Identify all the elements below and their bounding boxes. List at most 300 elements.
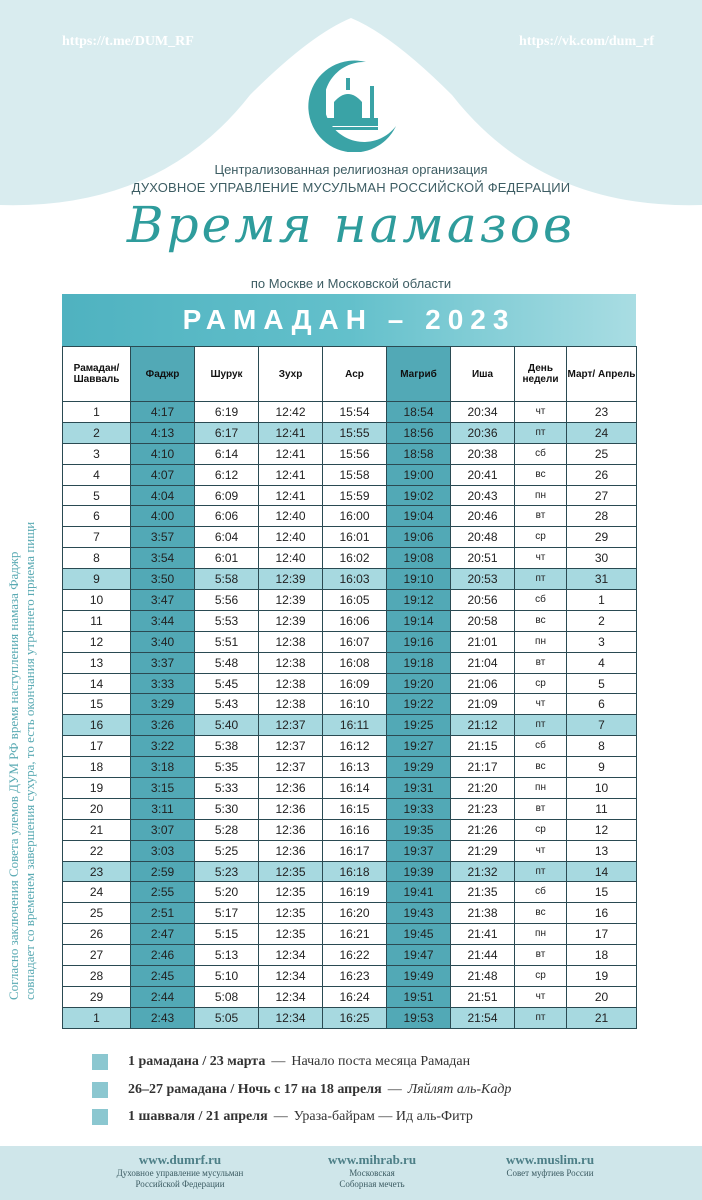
table-cell: 17 [63, 736, 131, 757]
table-cell: 5:48 [195, 652, 259, 673]
footer-mihrab [282, 1152, 462, 1190]
table-cell: 23 [567, 402, 637, 423]
table-cell: 14 [63, 673, 131, 694]
table-cell: 5:20 [195, 882, 259, 903]
table-cell: 15:58 [323, 464, 387, 485]
table-cell: 12:34 [259, 945, 323, 966]
table-cell: 19:25 [387, 715, 451, 736]
column-header: Аср [323, 347, 387, 402]
table-cell: 12:40 [259, 527, 323, 548]
table-row [63, 945, 637, 966]
table-cell: 20:48 [451, 527, 515, 548]
table-cell: 4 [567, 652, 637, 673]
table-cell: 4:04 [131, 485, 195, 506]
table-cell: 5:30 [195, 798, 259, 819]
legend-dash: — [273, 1109, 288, 1124]
prayer-times-table [62, 346, 637, 1029]
table-row [63, 548, 637, 569]
legend-swatch [92, 1082, 108, 1098]
table-cell: 12:38 [259, 631, 323, 652]
table-cell: 19:00 [387, 464, 451, 485]
table-cell: 20:53 [451, 569, 515, 590]
footer-url[interactable]: www.muslim.ru [505, 1152, 595, 1167]
table-cell: 22 [63, 840, 131, 861]
table-cell: 16:13 [323, 757, 387, 778]
table-cell: 16:15 [323, 798, 387, 819]
telegram-link[interactable]: https://t.me/DUM_RF [62, 34, 194, 49]
table-cell: 15 [567, 882, 637, 903]
table-cell: 20:41 [451, 464, 515, 485]
table-cell: 5:38 [195, 736, 259, 757]
table-cell: 12:37 [259, 736, 323, 757]
table-cell: 5:17 [195, 903, 259, 924]
table-cell: 5:08 [195, 986, 259, 1007]
table-cell: 2:47 [131, 924, 195, 945]
table-cell: 12:42 [259, 402, 323, 423]
table-cell: 16:25 [323, 1007, 387, 1028]
footer-caption: Российской Федерации [135, 1179, 225, 1189]
table-row [63, 798, 637, 819]
table-row [63, 861, 637, 882]
table-cell: 5:10 [195, 966, 259, 987]
table-cell: 5 [63, 485, 131, 506]
table-cell: 19:45 [387, 924, 451, 945]
table-cell: 12:38 [259, 652, 323, 673]
table-cell: 12:36 [259, 819, 323, 840]
table-row [63, 757, 637, 778]
table-row [63, 464, 637, 485]
table-cell: 19:16 [387, 631, 451, 652]
table-cell: 21 [567, 1007, 637, 1028]
table-row [63, 903, 637, 924]
table-cell: сб [515, 882, 567, 903]
table-cell: 12:36 [259, 840, 323, 861]
table-cell: чт [515, 402, 567, 423]
table-cell: 19:18 [387, 652, 451, 673]
table-cell: 19:22 [387, 694, 451, 715]
table-cell: пн [515, 924, 567, 945]
table-cell: ср [515, 966, 567, 987]
table-row [63, 443, 637, 464]
table-cell: 19:35 [387, 819, 451, 840]
table-cell: 19:33 [387, 798, 451, 819]
table-cell: 13 [63, 652, 131, 673]
table-cell: 5:43 [195, 694, 259, 715]
table-cell: 16:07 [323, 631, 387, 652]
table-row [63, 590, 637, 611]
table-cell: 24 [567, 422, 637, 443]
table-cell: 19:31 [387, 778, 451, 799]
table-cell: 4 [63, 464, 131, 485]
table-cell: 21:41 [451, 924, 515, 945]
table-cell: 18:58 [387, 443, 451, 464]
table-cell: 19:37 [387, 840, 451, 861]
table-row [63, 527, 637, 548]
table-cell: 8 [63, 548, 131, 569]
table-cell: 21:09 [451, 694, 515, 715]
table-cell: 3:44 [131, 610, 195, 631]
table-cell: 2:45 [131, 966, 195, 987]
table-cell: 2:44 [131, 986, 195, 1007]
table-cell: 12:39 [259, 610, 323, 631]
table-cell: 21:51 [451, 986, 515, 1007]
table-cell: сб [515, 736, 567, 757]
table-cell: 16:19 [323, 882, 387, 903]
table-cell: 3:33 [131, 673, 195, 694]
table-cell: 6:09 [195, 485, 259, 506]
table-cell: 25 [63, 903, 131, 924]
table-cell: вс [515, 903, 567, 924]
table-cell: 12:35 [259, 861, 323, 882]
table-row [63, 778, 637, 799]
table-row [63, 819, 637, 840]
table-row [63, 924, 637, 945]
table-cell: 5:28 [195, 819, 259, 840]
table-cell: 7 [63, 527, 131, 548]
legend-item-laylat-al-qadr [92, 1080, 652, 1100]
table-cell: 25 [567, 443, 637, 464]
table-cell: 19:20 [387, 673, 451, 694]
table-cell: 5:13 [195, 945, 259, 966]
page-subtitle: по Москве и Московской области [250, 276, 452, 291]
table-cell: 7 [567, 715, 637, 736]
table-row [63, 694, 637, 715]
table-cell: 21 [63, 819, 131, 840]
table-cell: вт [515, 945, 567, 966]
table-cell: 12:35 [259, 882, 323, 903]
table-cell: 1 [63, 402, 131, 423]
table-cell: 20:46 [451, 506, 515, 527]
table-cell: 16 [63, 715, 131, 736]
page-title: Время намазов [126, 196, 576, 254]
column-header: Март/ Апрель [567, 347, 637, 402]
table-cell: 12:37 [259, 715, 323, 736]
table-cell: 16:23 [323, 966, 387, 987]
table-cell: 5:40 [195, 715, 259, 736]
table-row [63, 506, 637, 527]
table-row [63, 631, 637, 652]
table-row [63, 652, 637, 673]
table-cell: 5:15 [195, 924, 259, 945]
table-cell: 16:16 [323, 819, 387, 840]
table-cell: 12:36 [259, 798, 323, 819]
table-cell: 19:47 [387, 945, 451, 966]
table-cell: 18:56 [387, 422, 451, 443]
legend-swatch [92, 1054, 108, 1070]
table-row [63, 569, 637, 590]
table-cell: 4:00 [131, 506, 195, 527]
table-cell: сб [515, 443, 567, 464]
legend-item-eid [92, 1107, 652, 1127]
table-cell: пт [515, 422, 567, 443]
table-cell: 19:27 [387, 736, 451, 757]
table-cell: 16:02 [323, 548, 387, 569]
table-cell: 16:12 [323, 736, 387, 757]
table-cell: 19:14 [387, 610, 451, 631]
table-cell: 21:20 [451, 778, 515, 799]
table-row [63, 1007, 637, 1028]
table-cell: 12:40 [259, 548, 323, 569]
table-cell: 12:39 [259, 590, 323, 611]
table-cell: 12:41 [259, 464, 323, 485]
table-row [63, 610, 637, 631]
table-cell: 6:12 [195, 464, 259, 485]
table-cell: пт [515, 569, 567, 590]
table-cell: 18:54 [387, 402, 451, 423]
table-cell: 6:19 [195, 402, 259, 423]
table-cell: 29 [567, 527, 637, 548]
table-cell: чт [515, 986, 567, 1007]
table-row [63, 422, 637, 443]
table-cell: 16:22 [323, 945, 387, 966]
table-cell: пт [515, 1007, 567, 1028]
table-row [63, 986, 637, 1007]
table-cell: 5:51 [195, 631, 259, 652]
footer-caption: Совет муфтиев России [506, 1168, 594, 1178]
table-cell: 21:01 [451, 631, 515, 652]
table-cell: 9 [63, 569, 131, 590]
table-cell: 5:23 [195, 861, 259, 882]
table-cell: 5:53 [195, 610, 259, 631]
table-cell: 20:38 [451, 443, 515, 464]
table-cell: 3:54 [131, 548, 195, 569]
table-cell: 6:01 [195, 548, 259, 569]
table-cell: 21:35 [451, 882, 515, 903]
table-cell: 21:32 [451, 861, 515, 882]
side-note [6, 310, 50, 1000]
table-cell: 26 [567, 464, 637, 485]
legend-date: 1 шавваля / 21 апреля [128, 1109, 268, 1124]
table-cell: 19:06 [387, 527, 451, 548]
table-cell: 5:33 [195, 778, 259, 799]
table-cell: 6 [63, 506, 131, 527]
table-cell: 15 [63, 694, 131, 715]
table-cell: 19:04 [387, 506, 451, 527]
table-cell: 4:07 [131, 464, 195, 485]
table-cell: 6:14 [195, 443, 259, 464]
legend-date: 26–27 рамадана / Ночь с 17 на 18 апреля [128, 1082, 382, 1097]
mosque-crescent-logo [296, 56, 406, 152]
table-cell: 12:38 [259, 694, 323, 715]
table-cell: 20 [567, 986, 637, 1007]
table-cell: 6 [567, 694, 637, 715]
table-row [63, 882, 637, 903]
table-cell: 19 [567, 966, 637, 987]
table-cell: 16:01 [323, 527, 387, 548]
table-cell: 27 [567, 485, 637, 506]
table-cell: 20 [63, 798, 131, 819]
table-cell: 20:58 [451, 610, 515, 631]
vk-link[interactable]: https://vk.com/dum_rf [519, 34, 654, 49]
column-header: Магриб [387, 347, 451, 402]
org-line-2: ДУХОВНОЕ УПРАВЛЕНИЕ МУСУЛЬМАН РОССИЙСКОЙ ФЕДЕРАЦИИ [131, 180, 571, 195]
table-cell: 21:17 [451, 757, 515, 778]
table-cell: 24 [63, 882, 131, 903]
table-cell: 15:59 [323, 485, 387, 506]
table-cell: 21:23 [451, 798, 515, 819]
table-cell: 12:35 [259, 924, 323, 945]
table-cell: 21:12 [451, 715, 515, 736]
legend-text: Ураза-байрам — Ид аль-Фитр [293, 1109, 473, 1124]
column-header: День недели [515, 347, 567, 402]
table-cell: 12:34 [259, 966, 323, 987]
table-cell: ср [515, 819, 567, 840]
table-cell: пн [515, 631, 567, 652]
table-cell: вт [515, 798, 567, 819]
table-cell: 12:41 [259, 422, 323, 443]
table-cell: 3:22 [131, 736, 195, 757]
table-cell: 27 [63, 945, 131, 966]
table-cell: 21:48 [451, 966, 515, 987]
table-cell: чт [515, 840, 567, 861]
table-cell: 2:46 [131, 945, 195, 966]
table-cell: пн [515, 778, 567, 799]
table-cell: 5:25 [195, 840, 259, 861]
table-cell: 31 [567, 569, 637, 590]
table-row [63, 966, 637, 987]
table-cell: 4:17 [131, 402, 195, 423]
table-row [63, 673, 637, 694]
table-cell: 14 [567, 861, 637, 882]
table-cell: 16:21 [323, 924, 387, 945]
table-cell: 2:51 [131, 903, 195, 924]
org-line-1: Централизованная религиозная организация [214, 162, 488, 177]
table-cell: 21:06 [451, 673, 515, 694]
table-cell: 20:51 [451, 548, 515, 569]
table-cell: 5:45 [195, 673, 259, 694]
table-cell: 13 [567, 840, 637, 861]
table-cell: 17 [567, 924, 637, 945]
table-cell: 21:44 [451, 945, 515, 966]
table-cell: 5:35 [195, 757, 259, 778]
table-cell: 19:53 [387, 1007, 451, 1028]
legend-text: Ляйлят аль-Кадр [407, 1082, 512, 1097]
table-cell: 16:24 [323, 986, 387, 1007]
table-cell: 11 [567, 798, 637, 819]
table-cell: 16:11 [323, 715, 387, 736]
table-cell: 12 [63, 631, 131, 652]
table-cell: вс [515, 610, 567, 631]
table-cell: вт [515, 652, 567, 673]
table-cell: 21:54 [451, 1007, 515, 1028]
table-cell: 3:47 [131, 590, 195, 611]
table-cell: чт [515, 694, 567, 715]
footer-caption: Московская [349, 1168, 395, 1178]
ramadan-banner: РАМАДАН – 2023 [62, 294, 636, 346]
table-cell: 10 [567, 778, 637, 799]
table-cell: 12:35 [259, 903, 323, 924]
table-cell: 18 [63, 757, 131, 778]
table-cell: 21:29 [451, 840, 515, 861]
table-cell: 16:08 [323, 652, 387, 673]
column-header: Зухр [259, 347, 323, 402]
table-cell: пт [515, 715, 567, 736]
table-cell: ср [515, 527, 567, 548]
table-cell: 12:40 [259, 506, 323, 527]
table-cell: 16:00 [323, 506, 387, 527]
table-row [63, 485, 637, 506]
table-cell: 16:06 [323, 610, 387, 631]
table-cell: 16 [567, 903, 637, 924]
legend-text: Начало поста месяца Рамадан [291, 1054, 471, 1069]
table-cell: 20:56 [451, 590, 515, 611]
table-cell: 20:36 [451, 422, 515, 443]
table-cell: 1 [63, 1007, 131, 1028]
table-cell: чт [515, 548, 567, 569]
table-cell: 12:39 [259, 569, 323, 590]
side-note-line-1: Согласно заключения Совета улемов ДУМ РФ время наступления намаза Фаджр [6, 551, 21, 1000]
table-cell: 5:05 [195, 1007, 259, 1028]
table-cell: пт [515, 861, 567, 882]
footer [0, 1146, 702, 1200]
table-cell: 9 [567, 757, 637, 778]
table-cell: 12:36 [259, 778, 323, 799]
table-cell: 3:57 [131, 527, 195, 548]
table-cell: 19:10 [387, 569, 451, 590]
column-header: Иша [451, 347, 515, 402]
table-cell: 10 [63, 590, 131, 611]
table-cell: 3:03 [131, 840, 195, 861]
table-cell: 5:56 [195, 590, 259, 611]
table-cell: 1 [567, 590, 637, 611]
table-cell: 3:07 [131, 819, 195, 840]
table-cell: вс [515, 464, 567, 485]
table-cell: 20:34 [451, 402, 515, 423]
table-cell: 15:56 [323, 443, 387, 464]
column-header: Рамадан/ Шавваль [63, 347, 131, 402]
footer-url[interactable]: www.mihrab.ru [327, 1152, 417, 1167]
footer-url[interactable]: www.dumrf.ru [138, 1152, 222, 1167]
table-cell: 20:43 [451, 485, 515, 506]
table-cell: 3:11 [131, 798, 195, 819]
table-cell: 18 [567, 945, 637, 966]
table-cell: 16:09 [323, 673, 387, 694]
table-cell: 16:10 [323, 694, 387, 715]
table-cell: ср [515, 673, 567, 694]
table-cell: 16:14 [323, 778, 387, 799]
table-cell: 3:26 [131, 715, 195, 736]
table-cell: 21:38 [451, 903, 515, 924]
table-cell: 2 [567, 610, 637, 631]
table-cell: 6:04 [195, 527, 259, 548]
table-cell: 29 [63, 986, 131, 1007]
table-cell: 5:58 [195, 569, 259, 590]
table-cell: 19:29 [387, 757, 451, 778]
table-cell: 19:39 [387, 861, 451, 882]
table-cell: пн [515, 485, 567, 506]
table-row [63, 840, 637, 861]
table-cell: 23 [63, 861, 131, 882]
table-cell: 4:10 [131, 443, 195, 464]
table-row [63, 402, 637, 423]
table-cell: 21:04 [451, 652, 515, 673]
table-cell: 16:03 [323, 569, 387, 590]
table-cell: 12 [567, 819, 637, 840]
table-cell: 12:34 [259, 1007, 323, 1028]
table-cell: 5 [567, 673, 637, 694]
footer-muslim [460, 1152, 640, 1179]
legend-dash: — [387, 1082, 402, 1097]
table-cell: 8 [567, 736, 637, 757]
table-cell: 19:51 [387, 986, 451, 1007]
table-cell: 16:20 [323, 903, 387, 924]
table-cell: 19:41 [387, 882, 451, 903]
table-cell: 19:12 [387, 590, 451, 611]
legend-item-ramadan-start [92, 1052, 652, 1072]
side-note-line-2: совпадает со временем завершения сухура, то есть окончания утреннего приема пищи [22, 521, 37, 1000]
table-cell: 19:49 [387, 966, 451, 987]
table-cell: вт [515, 506, 567, 527]
